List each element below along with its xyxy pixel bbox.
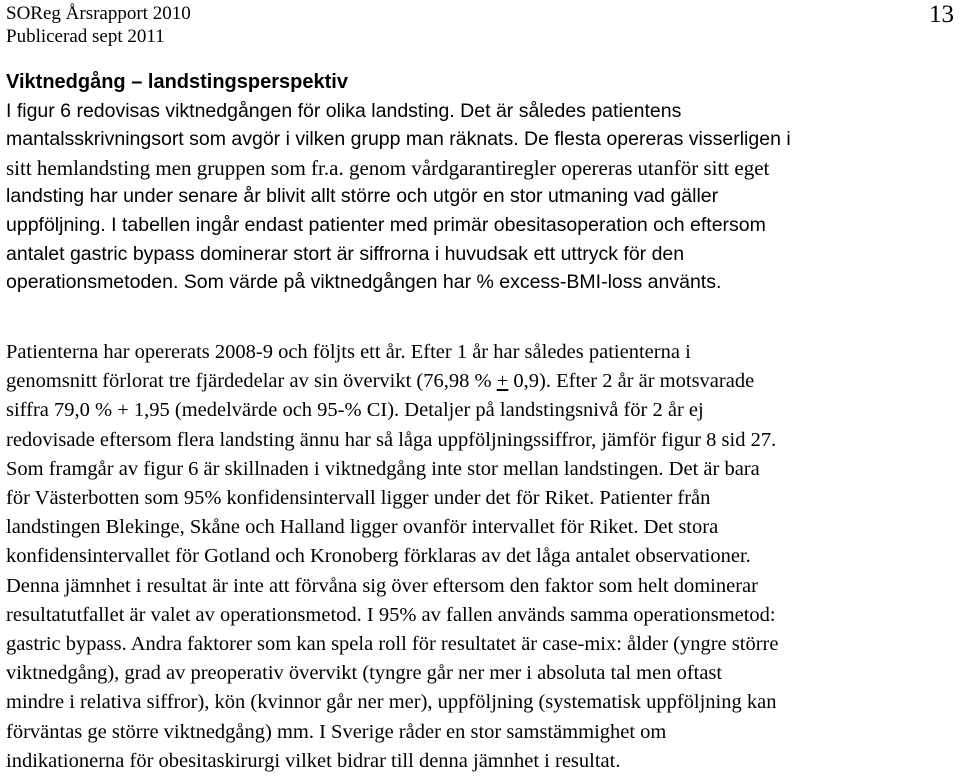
paragraph-line: redovisade eftersom flera landsting ännu har så låga uppföljningssiffror, jämför figur 8 sid 27. (6, 428, 777, 451)
paragraph-line-part: 0,9). Efter 2 år är motsvarade (508, 370, 755, 393)
paragraph-line: resultatutfallet är valet av operationsmetod. I 95% av fallen används samma operationsmetod: (6, 603, 776, 626)
paragraph-line: konfidensintervallet för Gotland och Kronoberg förklaras av det låga antalet observationer. (6, 545, 751, 568)
intro-line: I figur 6 redovisas viktnedgången för olika landsting. Det är således patientens (6, 99, 682, 122)
intro-line: landsting har under senare år blivit allt större och utgör en stor utmaning vad gäller (6, 185, 719, 208)
paragraph-line: Patienterna har opererats 2008-9 och följts ett år. Efter 1 år har således patienterna i (6, 341, 691, 363)
paragraph-line-part: genomsnitt förlorat tre fjärdedelar av sin övervikt (76,98 % (6, 370, 497, 393)
paragraph-line: förväntas ge större viktnedgång) mm. I Sverige råder en stor samstämmighet om (6, 720, 667, 743)
paragraph-line (6, 367, 956, 396)
intro-line: sitt hemlandsting men gruppen som fr.a. genom vårdgarantiregler opereras utanför sitt eget (6, 155, 770, 180)
page-header (6, 2, 191, 48)
intro-line: uppföljning. I tabellen ingår endast patienter med primär obesitasoperation och eftersom (6, 213, 766, 236)
paragraph-line: indikationerna för obesitaskirurgi vilket bidrar till denna jämnhet i resultat. (6, 749, 621, 772)
paragraph-line: gastric bypass. Andra faktorer som kan spela roll för resultatet är case-mix: ålder (yngre större (6, 633, 779, 656)
paragraph-line: viktnedgång), grad av preoperativ övervikt (tyngre går ner mer i absoluta tal men oftast (6, 662, 723, 685)
paragraph-results (6, 338, 956, 776)
paragraph-line: Denna jämnhet i resultat är inte att förvåna sig över eftersom den faktor som helt dominerar (6, 574, 758, 597)
section-heading: Viktnedgång – landstingsperspektiv (6, 71, 348, 93)
paragraph-line: Som framgår av figur 6 är skillnaden i viktnedgång inte stor mellan landstingen. Det är bara (6, 457, 760, 480)
paragraph-line: landstingen Blekinge, Skåne och Halland ligger ovanför intervallet för Riket. Det stora (6, 516, 719, 539)
intro-line: operationsmetoden. Som värde på viktnedgången har % excess-BMI-loss använts. (6, 271, 722, 294)
section-weight-loss-county (6, 68, 954, 297)
page-number: 13 (929, 1, 954, 28)
paragraph-line: siffra 79,0 % + 1,95 (medelvärde och 95-% CI). Detaljer på landstingsnivå för 2 år ej (6, 399, 704, 422)
intro-line: antalet gastric bypass dominerar stort är siffrorna i huvudsak ett uttryck för den (6, 242, 685, 265)
paragraph-line: för Västerbotten som 95% konfidensintervall ligger under det för Riket. Patienter från (6, 487, 711, 510)
report-title: SOReg Årsrapport 2010 (6, 3, 191, 24)
plus-minus-sign: + (496, 370, 509, 393)
paragraph-line: mindre i relativa siffror), kön (kvinnor går ner mer), uppföljning (systematisk uppföljning kan (6, 691, 777, 714)
intro-line: mantalsskrivningsort som avgör i vilken grupp man räknats. De flesta opereras visserligen i (6, 128, 791, 151)
publication-date: Publicerad sept 2011 (6, 26, 165, 47)
